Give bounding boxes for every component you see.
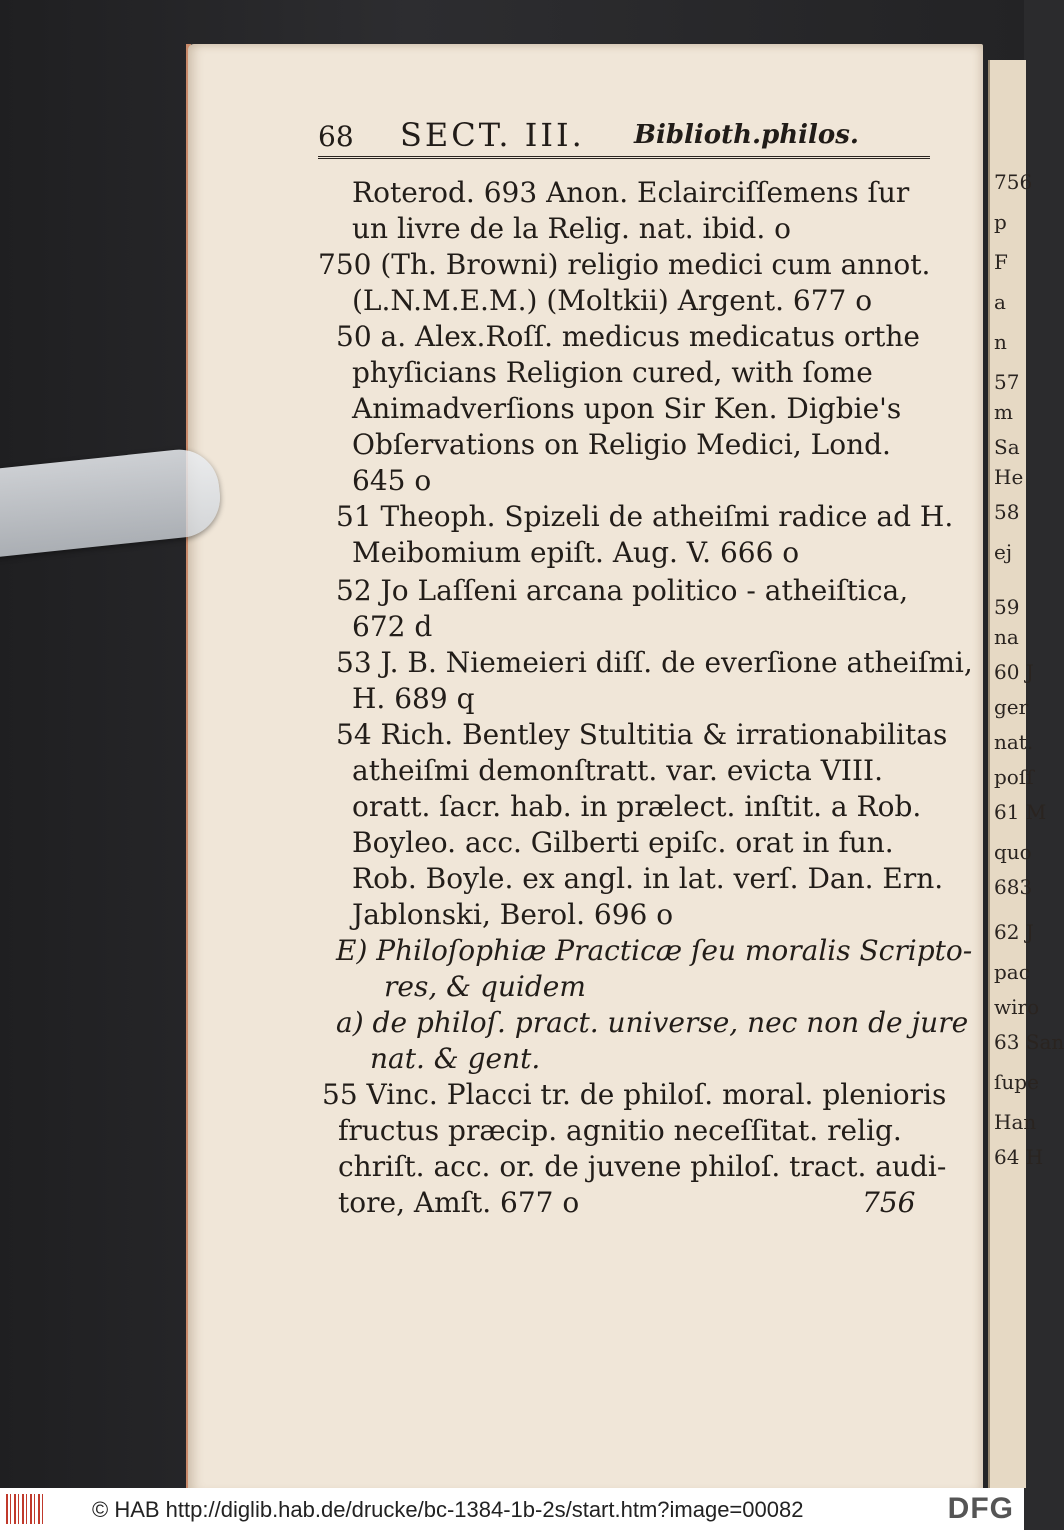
facing-page-fragment: 683 [994,875,1033,899]
text-line: 672 d [352,610,433,643]
text-line: oratt. ſacr. hab. in prælect. inſtit. a Rob. [352,790,922,823]
facing-page-fragment: m [994,400,1013,424]
footer-bar [0,1488,1024,1530]
text-line: a) de philoſ. pract. universe, nec non de jure [336,1006,969,1039]
text-line: 54 Rich. Bentley Stultitia & irrationabilitas [336,718,948,751]
facing-page-fragment: na [994,625,1019,649]
text-line: Jablonski, Berol. 696 o [352,898,674,931]
facing-page-fragment: pac [994,960,1030,984]
text-line: Meibomium epiſt. Aug. V. 666 o [352,536,800,569]
facing-page-fragment: 59 [994,595,1020,619]
text-line: Boyleo. acc. Gilberti epiſc. orat in fun. [352,826,894,859]
text-line: 52 Jo Laſſeni arcana politico - atheiſtica, [336,574,909,607]
facing-page-fragment: 57 [994,370,1020,394]
facing-page-fragment: nat. [994,730,1034,754]
facing-page-fragment: ej [994,540,1013,564]
facing-page-fragment: Sa [994,435,1020,459]
text-line: nat. & gent. [370,1042,541,1075]
text-line: Obſervations on Religio Medici, Lond. [352,428,891,461]
facing-page-fragment: F [994,250,1008,274]
facing-page-fragment: 61 M [994,800,1047,824]
facing-page-fragment: 58 [994,500,1020,524]
running-header [318,112,938,160]
text-line: Rob. Boyle. ex angl. in lat. verſ. Dan. Ern. [352,862,944,895]
facing-page-edge [988,60,1064,1488]
text-line: tore, Amſt. 677 o [338,1186,580,1219]
dfg-logo: DFG [947,1492,1014,1525]
facing-page-fragment: a [994,290,1006,314]
facing-page-fragment: wiro [994,995,1040,1019]
catchword: 756 [862,1186,916,1219]
text-line: 645 o [352,464,432,497]
text-line: 750 (Th. Browni) religio medici cum annot. [318,248,931,281]
facing-page-fragment: Han [994,1110,1037,1134]
text-line: res, & quidem [384,970,586,1003]
text-line: Roterod. 693 Anon. Eclairciſſemens ſur [352,176,910,209]
facing-page-fragment: He [994,465,1024,489]
text-line: (L.N.M.E.M.) (Moltkii) Argent. 677 o [352,284,873,317]
text-line: phyſicians Religion cured, with ſome [352,356,873,389]
facing-page-fragment: ſupe [994,1070,1039,1094]
facing-page-fragment: poſſ [994,765,1034,789]
header-rule [318,156,930,159]
text-line: H. 689 q [352,682,475,715]
facing-page-fragment: 62 J [994,920,1034,944]
facing-page-fragment: p [994,210,1007,234]
facing-page-fragment: 63 San [994,1030,1064,1054]
text-line: 50 a. Alex.Roſſ. medicus medicatus orthe [336,320,920,353]
text-line: 51 Theoph. Spizeli de atheiſmi radice ad H. [336,500,954,533]
barcode-icon [6,1494,46,1524]
text-line: E) Philoſophiæ Practicæ ſeu moralis Scripto- [336,934,973,967]
text-line: un livre de la Relig. nat. ibid. o [352,212,791,245]
text-line: chriſt. acc. or. de juvene philoſ. tract. audi- [338,1150,947,1183]
text-line: 53 J. B. Niemeieri diſſ. de everſione atheiſmi, [336,646,973,679]
facing-page-fragment: 64 H [994,1145,1044,1169]
facing-page-fragment: quo [994,840,1032,864]
copyright-link[interactable]: © HAB http://diglib.hab.de/drucke/bc-1384-1b-2s/start.htm?image=00082 [92,1497,804,1522]
facing-page-fragment: 756 [994,170,1033,194]
text-line: 55 Vinc. Placci tr. de philoſ. moral. plenioris [322,1078,947,1111]
running-title: Biblioth.philos. [634,120,859,150]
text-line: fructus præcip. agnitio neceſſitat. relig. [338,1114,902,1147]
text-line: atheiſmi demonſtratt. var. evicta VIII. [352,754,884,787]
facing-page-fragment: n [994,330,1007,354]
facing-page-fragment: 60 J [994,660,1034,684]
section-heading: SECT. III. [400,116,585,154]
page-number: 68 [318,120,354,153]
text-line: Animadverſions upon Sir Ken. Digbie's [352,392,902,425]
facing-page-fragment: ger [994,695,1029,719]
